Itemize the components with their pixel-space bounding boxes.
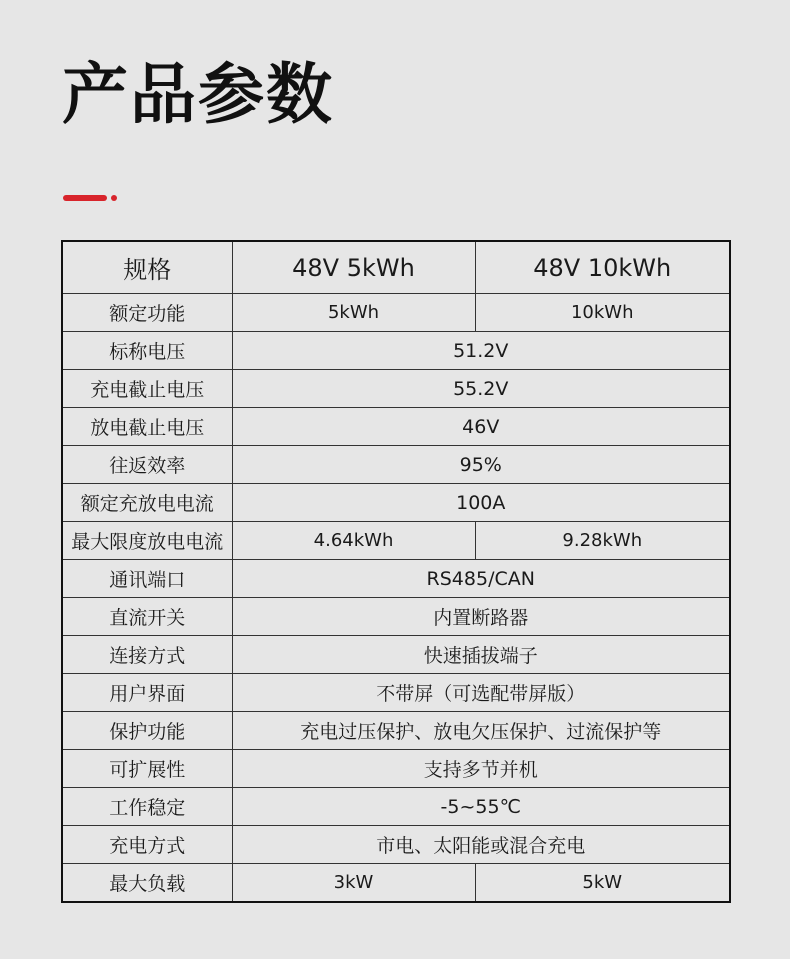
spec-name-cell: 额定充放电电流 [62,484,232,522]
table-row [62,522,730,560]
table-row [62,408,730,446]
accent-divider [63,195,123,201]
table-row [62,484,730,522]
spec-value-cell: 5kW [475,864,730,903]
table-row [62,446,730,484]
spec-name-cell: 保护功能 [62,712,232,750]
table-row [62,598,730,636]
spec-name-cell: 往返效率 [62,446,232,484]
spec-value-cell: 3kW [232,864,475,903]
table-row [62,674,730,712]
table-header-row [62,241,730,294]
spec-name-cell: 充电截止电压 [62,370,232,408]
spec-value-cell: -5~55℃ [232,788,730,826]
spec-name-cell: 通讯端口 [62,560,232,598]
spec-value-cell: 10kWh [475,294,730,332]
table-row [62,370,730,408]
table-row [62,332,730,370]
spec-value-cell: 55.2V [232,370,730,408]
spec-name-cell: 用户界面 [62,674,232,712]
spec-value-cell: 不带屏（可选配带屏版） [232,674,730,712]
header-spec-label: 规格 [62,241,232,294]
accent-dot [111,195,117,201]
spec-name-cell: 直流开关 [62,598,232,636]
spec-value-cell: 内置断路器 [232,598,730,636]
table-row [62,636,730,674]
spec-value-cell: 支持多节并机 [232,750,730,788]
spec-value-cell: 51.2V [232,332,730,370]
spec-value-cell: 46V [232,408,730,446]
spec-value-cell: 5kWh [232,294,475,332]
table-row [62,712,730,750]
table-row [62,864,730,903]
spec-name-cell: 最大限度放电电流 [62,522,232,560]
spec-name-cell: 工作稳定 [62,788,232,826]
spec-name-cell: 可扩展性 [62,750,232,788]
spec-name-cell: 额定功能 [62,294,232,332]
table-row [62,788,730,826]
table-row [62,560,730,598]
spec-value-cell: RS485/CAN [232,560,730,598]
spec-value-cell: 市电、太阳能或混合充电 [232,826,730,864]
page-title: 产品参数 [62,56,334,133]
spec-name-cell: 放电截止电压 [62,408,232,446]
header-model-10kwh: 48V 10kWh [475,241,730,294]
spec-table [61,240,731,903]
table-row [62,826,730,864]
spec-value-cell: 9.28kWh [475,522,730,560]
spec-name-cell: 充电方式 [62,826,232,864]
spec-value-cell: 充电过压保护、放电欠压保护、过流保护等 [232,712,730,750]
spec-value-cell: 4.64kWh [232,522,475,560]
spec-value-cell: 95% [232,446,730,484]
spec-name-cell: 连接方式 [62,636,232,674]
spec-name-cell: 最大负载 [62,864,232,903]
table-row [62,750,730,788]
table-row [62,294,730,332]
accent-bar [63,195,107,201]
spec-name-cell: 标称电压 [62,332,232,370]
spec-value-cell: 快速插拔端子 [232,636,730,674]
spec-value-cell: 100A [232,484,730,522]
header-model-5kwh: 48V 5kWh [232,241,475,294]
